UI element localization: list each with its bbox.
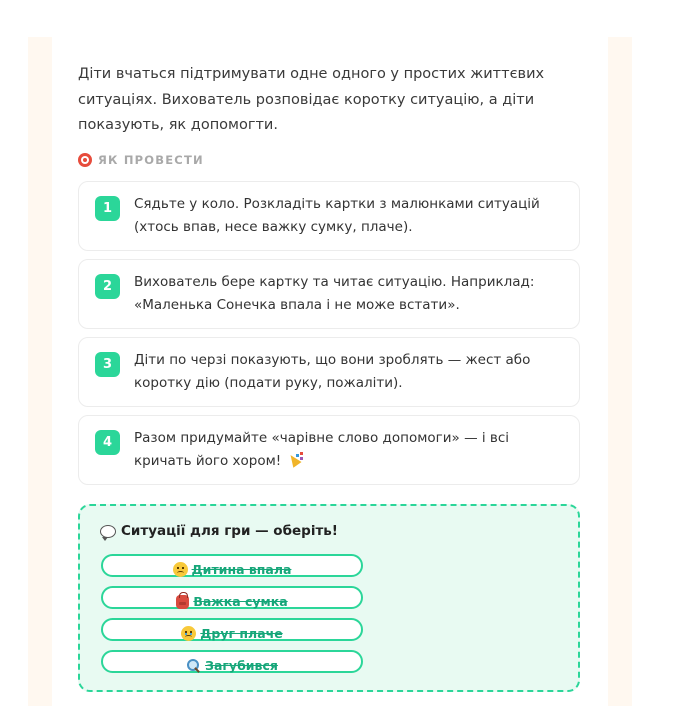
- party-popper-icon: [288, 451, 304, 467]
- speech-bubble-icon: [100, 525, 116, 538]
- situation-option-label[interactable]: [101, 622, 363, 645]
- step-text: Вихователь бере картку та читає ситуацію. Наприклад: «Маленька Сонечка впала і не може встати».: [134, 274, 535, 313]
- intro-text: Діти вчаться підтримувати одне одного у простих життєвих ситуаціях. Вихователь розповідає коротку ситуацію, а діти показують, як допомогти.: [78, 66, 545, 133]
- sad-face-icon: [173, 562, 188, 577]
- step-card-2: [78, 259, 580, 329]
- activity-card: [52, 37, 608, 706]
- situation-label-text: Загубився: [205, 658, 278, 673]
- section-title: ЯК ПРОВЕСТИ: [98, 153, 204, 167]
- section-heading: [78, 153, 204, 167]
- crying-face-icon: [181, 626, 196, 641]
- step-card-4: [78, 415, 580, 485]
- step-number: 4: [95, 430, 120, 455]
- situation-option-label[interactable]: [101, 590, 363, 613]
- step-card-1: [78, 181, 580, 251]
- step-number: 3: [95, 352, 120, 377]
- step-text: [134, 427, 564, 473]
- step-number: 1: [95, 196, 120, 221]
- step-card-3: [78, 337, 580, 407]
- backpack-icon: [176, 595, 189, 609]
- magnifier-icon: [186, 658, 201, 673]
- right-margin-strip: [608, 37, 632, 706]
- situation-option-label[interactable]: [101, 654, 363, 677]
- situations-title: [100, 523, 338, 539]
- left-margin-strip: [28, 37, 52, 706]
- situation-option-label[interactable]: [101, 558, 363, 581]
- situations-title-text: Ситуації для гри — оберіть!: [121, 523, 338, 539]
- situations-box: [78, 504, 580, 692]
- step-text: Діти по черзі показують, що вони зроблять — жест або коротку дію (подати руку, пожаліти).: [134, 352, 531, 391]
- situation-label-text: Дитина впала: [191, 562, 292, 577]
- step-text-content: Разом придумайте «чарівне слово допомоги» — і всі кричать його хором!: [134, 430, 510, 469]
- step-number: 2: [95, 274, 120, 299]
- target-icon: [78, 153, 92, 167]
- situation-label-text: Друг плаче: [200, 626, 283, 641]
- step-text: Сядьте у коло. Розкладіть картки з малюнками ситуацій (хтось впав, несе важку сумку, плаче).: [134, 196, 540, 235]
- situation-label-text: Важка сумка: [193, 594, 288, 609]
